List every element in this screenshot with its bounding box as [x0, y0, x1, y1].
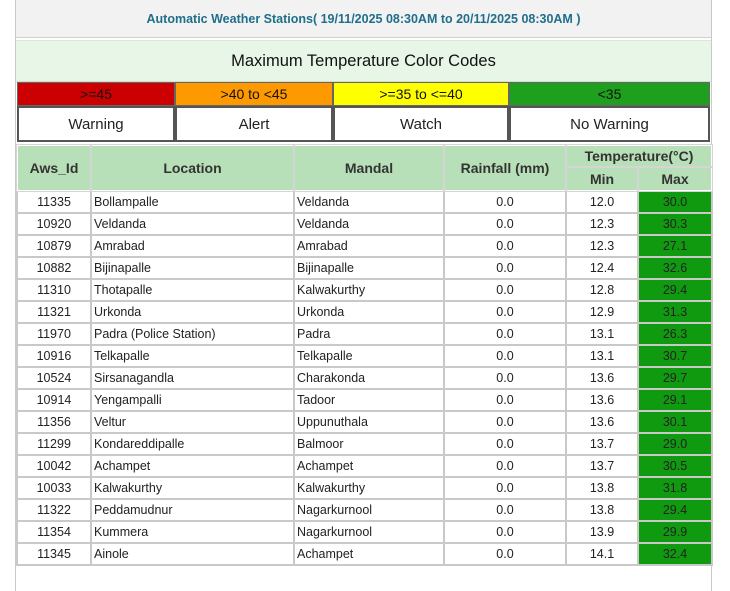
- cell-aws-id: 11322: [17, 499, 91, 521]
- cell-min-temp: 12.9: [566, 301, 638, 323]
- cell-aws-id: 10033: [17, 477, 91, 499]
- cell-min-temp: 13.9: [566, 521, 638, 543]
- cell-location: Kalwakurthy: [91, 477, 294, 499]
- cell-location: Amrabad: [91, 235, 294, 257]
- color-code-watch-label: Watch: [333, 106, 509, 142]
- cell-mandal: Uppunuthala: [294, 411, 444, 433]
- color-code-no-warning-label: No Warning: [509, 106, 710, 142]
- cell-rainfall: 0.0: [444, 367, 566, 389]
- cell-aws-id: 10914: [17, 389, 91, 411]
- cell-max-temp: 29.9: [638, 521, 712, 543]
- table-row: [17, 433, 712, 455]
- cell-location: Ainole: [91, 543, 294, 565]
- cell-location: Thotapalle: [91, 279, 294, 301]
- cell-rainfall: 0.0: [444, 543, 566, 565]
- cell-rainfall: 0.0: [444, 411, 566, 433]
- cell-max-temp: 29.7: [638, 367, 712, 389]
- table-row: [17, 521, 712, 543]
- cell-mandal: Balmoor: [294, 433, 444, 455]
- cell-max-temp: 30.3: [638, 213, 712, 235]
- cell-min-temp: 12.8: [566, 279, 638, 301]
- cell-mandal: Bijinapalle: [294, 257, 444, 279]
- cell-min-temp: 13.7: [566, 455, 638, 477]
- table-row: [17, 235, 712, 257]
- color-code-no-warning-range: <35: [509, 82, 710, 106]
- cell-aws-id: 11345: [17, 543, 91, 565]
- cell-aws-id: 10882: [17, 257, 91, 279]
- cell-min-temp: 13.8: [566, 499, 638, 521]
- cell-mandal: Nagarkurnool: [294, 521, 444, 543]
- cell-mandal: Padra: [294, 323, 444, 345]
- cell-rainfall: 0.0: [444, 433, 566, 455]
- cell-max-temp: 29.4: [638, 279, 712, 301]
- table-row: [17, 257, 712, 279]
- col-header-rainfall[interactable]: Rainfall (mm): [444, 145, 566, 191]
- cell-location: Bijinapalle: [91, 257, 294, 279]
- cell-rainfall: 0.0: [444, 477, 566, 499]
- cell-rainfall: 0.0: [444, 521, 566, 543]
- color-code-warning-range: >=45: [17, 82, 175, 106]
- cell-aws-id: 11299: [17, 433, 91, 455]
- cell-min-temp: 13.7: [566, 433, 638, 455]
- cell-rainfall: 0.0: [444, 257, 566, 279]
- page-title: [16, 0, 711, 38]
- cell-mandal: Telkapalle: [294, 345, 444, 367]
- cell-location: Telkapalle: [91, 345, 294, 367]
- table-row: [17, 499, 712, 521]
- color-code-watch-range: >=35 to <=40: [333, 82, 509, 106]
- page-title-text: Automatic Weather Stations( 19/11/2025 08:30AM to 20/11/2025 08:30AM ): [146, 11, 581, 26]
- cell-mandal: Tadoor: [294, 389, 444, 411]
- cell-location: Veltur: [91, 411, 294, 433]
- table-row: [17, 455, 712, 477]
- table-row: [17, 367, 712, 389]
- cell-min-temp: 13.6: [566, 411, 638, 433]
- cell-max-temp: 29.4: [638, 499, 712, 521]
- col-header-max[interactable]: Max: [638, 167, 712, 191]
- color-codes-title: [16, 40, 711, 82]
- cell-aws-id: 11970: [17, 323, 91, 345]
- cell-location: Veldanda: [91, 213, 294, 235]
- cell-min-temp: 13.8: [566, 477, 638, 499]
- cell-aws-id: 11354: [17, 521, 91, 543]
- color-codes-title-text: Maximum Temperature Color Codes: [231, 51, 496, 70]
- table-row: [17, 279, 712, 301]
- cell-aws-id: 10042: [17, 455, 91, 477]
- table-row: [17, 345, 712, 367]
- cell-location: Kummera: [91, 521, 294, 543]
- cell-aws-id: 10920: [17, 213, 91, 235]
- cell-mandal: Urkonda: [294, 301, 444, 323]
- cell-max-temp: 32.4: [638, 543, 712, 565]
- cell-rainfall: 0.0: [444, 455, 566, 477]
- table-body: [17, 191, 712, 565]
- cell-mandal: Charakonda: [294, 367, 444, 389]
- cell-aws-id: 11321: [17, 301, 91, 323]
- cell-mandal: Kalwakurthy: [294, 477, 444, 499]
- table-row: [17, 543, 712, 565]
- table-row: [17, 389, 712, 411]
- cell-mandal: Veldanda: [294, 191, 444, 213]
- cell-min-temp: 13.1: [566, 345, 638, 367]
- cell-location: Yengampalli: [91, 389, 294, 411]
- cell-location: Kondareddipalle: [91, 433, 294, 455]
- cell-mandal: Nagarkurnool: [294, 499, 444, 521]
- cell-rainfall: 0.0: [444, 301, 566, 323]
- cell-location: Peddamudnur: [91, 499, 294, 521]
- cell-location: Urkonda: [91, 301, 294, 323]
- cell-min-temp: 12.3: [566, 235, 638, 257]
- cell-rainfall: 0.0: [444, 389, 566, 411]
- cell-max-temp: 27.1: [638, 235, 712, 257]
- table-row: [17, 213, 712, 235]
- cell-rainfall: 0.0: [444, 213, 566, 235]
- cell-max-temp: 31.3: [638, 301, 712, 323]
- cell-max-temp: 30.7: [638, 345, 712, 367]
- cell-aws-id: 10524: [17, 367, 91, 389]
- cell-max-temp: 26.3: [638, 323, 712, 345]
- table-row: [17, 323, 712, 345]
- cell-max-temp: 30.0: [638, 191, 712, 213]
- cell-location: Bollampalle: [91, 191, 294, 213]
- col-header-temperature: Temperature(°C): [566, 145, 712, 167]
- cell-max-temp: 31.8: [638, 477, 712, 499]
- cell-min-temp: 13.6: [566, 367, 638, 389]
- cell-mandal: Veldanda: [294, 213, 444, 235]
- cell-min-temp: 12.3: [566, 213, 638, 235]
- cell-max-temp: 29.0: [638, 433, 712, 455]
- cell-aws-id: 11356: [17, 411, 91, 433]
- color-code-warning-label: Warning: [17, 106, 175, 142]
- table-row: [17, 191, 712, 213]
- cell-aws-id: 10879: [17, 235, 91, 257]
- cell-min-temp: 13.6: [566, 389, 638, 411]
- weather-station-table: [16, 144, 713, 566]
- cell-max-temp: 30.1: [638, 411, 712, 433]
- cell-min-temp: 13.1: [566, 323, 638, 345]
- cell-rainfall: 0.0: [444, 191, 566, 213]
- cell-max-temp: 30.5: [638, 455, 712, 477]
- table-row: [17, 477, 712, 499]
- cell-rainfall: 0.0: [444, 323, 566, 345]
- col-header-location[interactable]: Location: [91, 145, 294, 191]
- cell-mandal: Achampet: [294, 455, 444, 477]
- col-header-mandal[interactable]: Mandal: [294, 145, 444, 191]
- cell-aws-id: 11335: [17, 191, 91, 213]
- cell-mandal: Achampet: [294, 543, 444, 565]
- table-row: [17, 411, 712, 433]
- cell-max-temp: 32.6: [638, 257, 712, 279]
- col-header-min[interactable]: Min: [566, 167, 638, 191]
- cell-location: Padra (Police Station): [91, 323, 294, 345]
- color-code-alert-range: >40 to <45: [175, 82, 333, 106]
- table-row: [17, 301, 712, 323]
- cell-rainfall: 0.0: [444, 279, 566, 301]
- cell-mandal: Kalwakurthy: [294, 279, 444, 301]
- cell-min-temp: 14.1: [566, 543, 638, 565]
- color-code-labels: [17, 106, 710, 142]
- cell-rainfall: 0.0: [444, 235, 566, 257]
- cell-aws-id: 11310: [17, 279, 91, 301]
- cell-aws-id: 10916: [17, 345, 91, 367]
- cell-mandal: Amrabad: [294, 235, 444, 257]
- cell-rainfall: 0.0: [444, 345, 566, 367]
- cell-min-temp: 12.4: [566, 257, 638, 279]
- cell-rainfall: 0.0: [444, 499, 566, 521]
- cell-min-temp: 12.0: [566, 191, 638, 213]
- color-code-ranges: [17, 82, 710, 106]
- cell-location: Sirsanagandla: [91, 367, 294, 389]
- color-code-alert-label: Alert: [175, 106, 333, 142]
- col-header-aws-id[interactable]: Aws_Id: [17, 145, 91, 191]
- cell-location: Achampet: [91, 455, 294, 477]
- cell-max-temp: 29.1: [638, 389, 712, 411]
